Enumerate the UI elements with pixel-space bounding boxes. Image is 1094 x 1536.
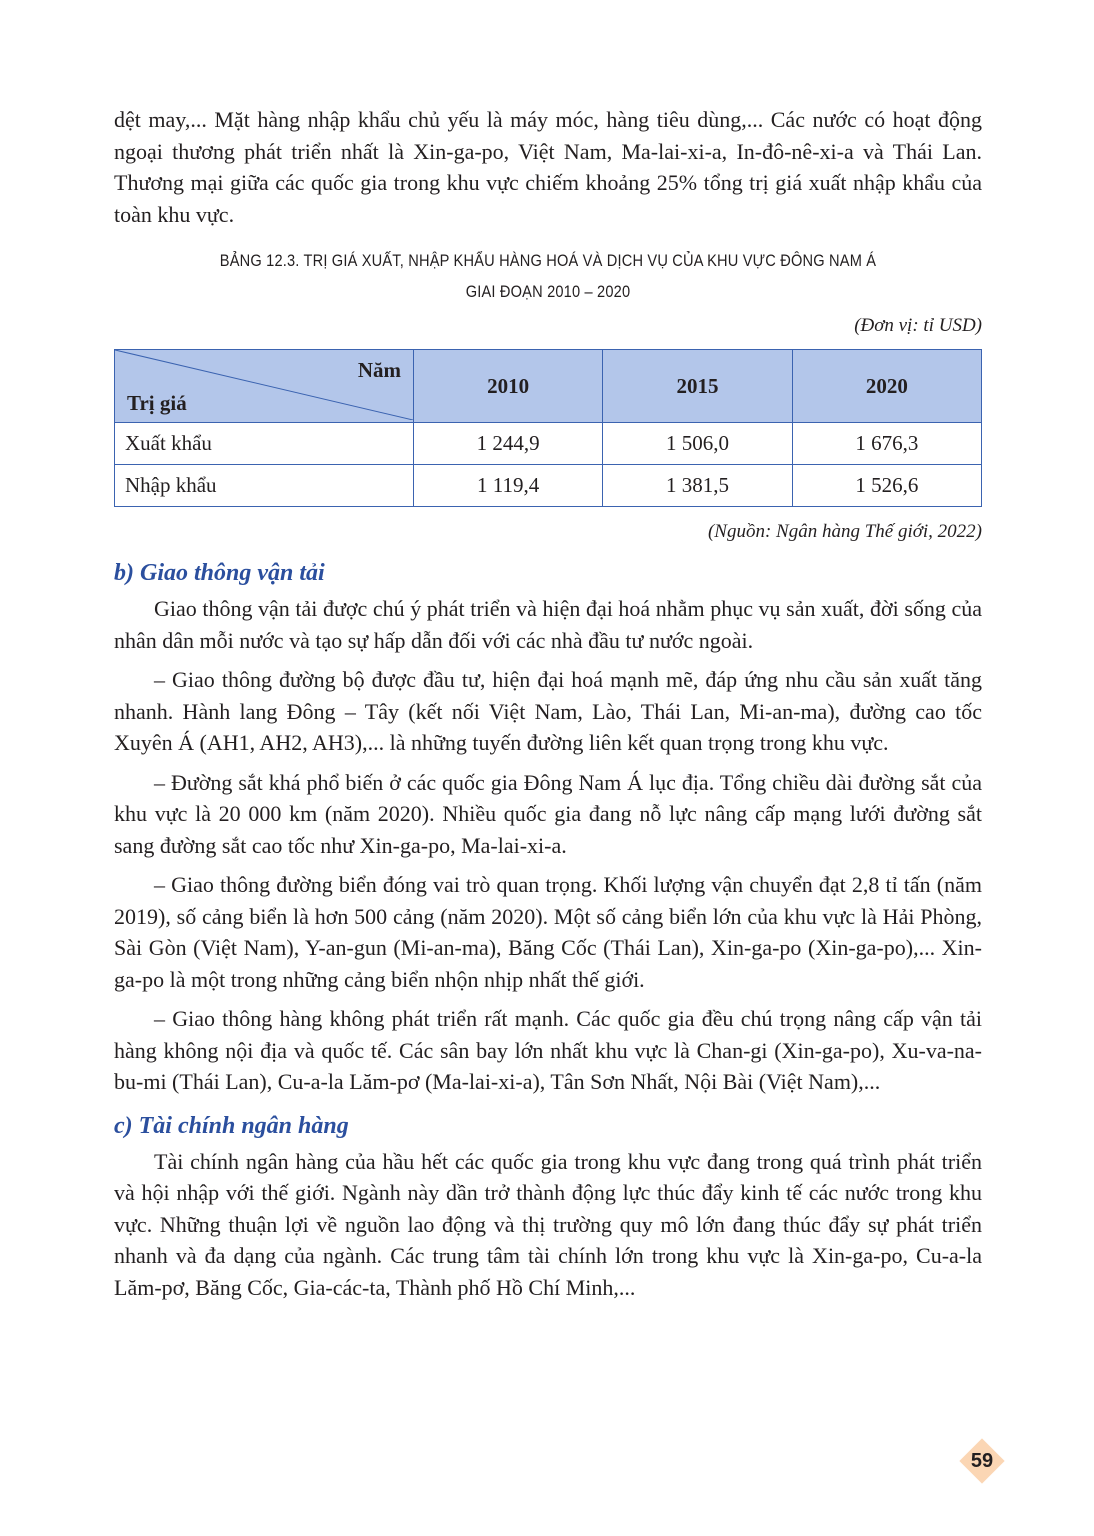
corner-value-label: Trị giá bbox=[127, 391, 187, 415]
year-header: 2010 bbox=[414, 350, 603, 423]
section-b-paragraph: – Giao thông đường bộ được đầu tư, hiện đại hoá mạnh mẽ, đáp ứng nhu cầu sản xuất tăng nhanh. Hành lang Đông – Tây (kết nối Việt Nam, Lào, Thái Lan, Mi-an-ma), đường cao tốc Xuyên Á (AH1, AH2, AH3),... là những tuyến đường liên kết quan trọng trong khu vực. bbox=[114, 667, 982, 755]
table-cell: 1 381,5 bbox=[603, 465, 792, 507]
table-cell: 1 244,9 bbox=[414, 423, 603, 465]
table-title-line1: BẢNG 12.3. TRỊ GIÁ XUẤT, NHẬP KHẨU HÀNG HOÁ VÀ DỊCH VỤ CỦA KHU VỰC ĐÔNG NAM Á bbox=[219, 251, 877, 270]
page-content bbox=[114, 104, 982, 1303]
section-b-paragraph: – Đường sắt khá phổ biến ở các quốc gia Đông Nam Á lục địa. Tổng chiều dài đường sắt của khu vực là 20 000 km (năm 2020). Nhiều quốc gia đang nỗ lực nâng cấp mạng lưới đường sắt sang đường sắt cao tốc như Xin-ga-po, Ma-lai-xi-a. bbox=[114, 769, 982, 858]
table-cell: 1 506,0 bbox=[603, 423, 792, 465]
intro-paragraph: dệt may,... Mặt hàng nhập khẩu chủ yếu là máy móc, hàng tiêu dùng,... Các nước có hoạt động ngoại thương phát triển nhất là Xin-ga-po, Việt Nam, Ma-lai-xi-a, In-đô-nê-xi-a và Thái Lan. Thương mại giữa các quốc gia trong khu vực chiếm khoảng 25% tổng trị giá xuất nhập khẩu của toàn khu vực. bbox=[114, 107, 982, 227]
table-title bbox=[175, 245, 921, 307]
table-cell: 1 119,4 bbox=[414, 465, 603, 507]
section-b-paragraph: – Giao thông hàng không phát triển rất mạnh. Các quốc gia đều chú trọng nâng cấp vận tải hàng không nội địa và quốc tế. Các sân bay lớn nhất khu vực là Chan-gi (Xin-ga-po), Xu-va-na-bu-mi (Thái Lan), Cu-a-la Lăm-pơ (Ma-lai-xi-a), Tân Sơn Nhất, Nội Bài (Việt Nam),... bbox=[114, 1006, 982, 1094]
table-row bbox=[115, 465, 982, 507]
table-header-row bbox=[115, 350, 982, 423]
page-number: 59 bbox=[970, 1450, 994, 1472]
row-label: Xuất khẩu bbox=[115, 423, 414, 465]
table-row bbox=[115, 423, 982, 465]
year-header: 2015 bbox=[603, 350, 792, 423]
page-number-badge bbox=[961, 1440, 1003, 1482]
section-b-heading: b) Giao thông vận tải bbox=[114, 560, 325, 586]
table-source: (Nguồn: Ngân hàng Thế giới, 2022) bbox=[707, 521, 982, 542]
trade-table bbox=[114, 349, 982, 507]
table-cell: 1 526,6 bbox=[792, 465, 981, 507]
year-header: 2020 bbox=[792, 350, 981, 423]
row-label: Nhập khẩu bbox=[115, 465, 414, 507]
table-title-line2: GIAI ĐOẠN 2010 – 2020 bbox=[465, 282, 631, 301]
section-c-paragraph: Tài chính ngân hàng của hầu hết các quốc gia trong khu vực đang trong quá trình phát triển và hội nhập với thế giới. Ngành này dần trở thành động lực thúc đẩy kinh tế các nước trong khu vực. Những thuận lợi về nguồn lao động và thị trường quy mô lớn đang thúc đẩy sự phát triển nhanh và đa dạng của ngành. Các trung tâm tài chính lớn trong khu vực là Xin-ga-po, Cu-a-la Lăm-pơ, Băng Cốc, Gia-các-ta, Thành phố Hồ Chí Minh,... bbox=[114, 1148, 982, 1300]
table-cell: 1 676,3 bbox=[792, 423, 981, 465]
section-b-paragraph: – Giao thông đường biển đóng vai trò quan trọng. Khối lượng vận chuyển đạt 2,8 tỉ tấn (năm 2019), số cảng biển là hơn 500 cảng (năm 2020). Một số cảng biển lớn của khu vực là Hải Phòng, Sài Gòn (Việt Nam), Y-an-gun (Mi-an-ma), Băng Cốc (Thái Lan), Xin-ga-po (Xin-ga-po),... Xin-ga-po là một trong những cảng biển nhộn nhịp nhất thế giới. bbox=[114, 872, 982, 992]
corner-cell bbox=[115, 350, 414, 423]
section-c-heading: c) Tài chính ngân hàng bbox=[114, 1112, 349, 1139]
table-unit: (Đơn vị: tỉ USD) bbox=[854, 315, 982, 336]
section-b-paragraph: Giao thông vận tải được chú ý phát triển và hiện đại hoá nhằm phục vụ sản xuất, đời sống của nhân dân mỗi nước và tạo sự hấp dẫn đối với các nhà đầu tư nước ngoài. bbox=[114, 596, 982, 653]
corner-year-label: Năm bbox=[357, 358, 401, 382]
